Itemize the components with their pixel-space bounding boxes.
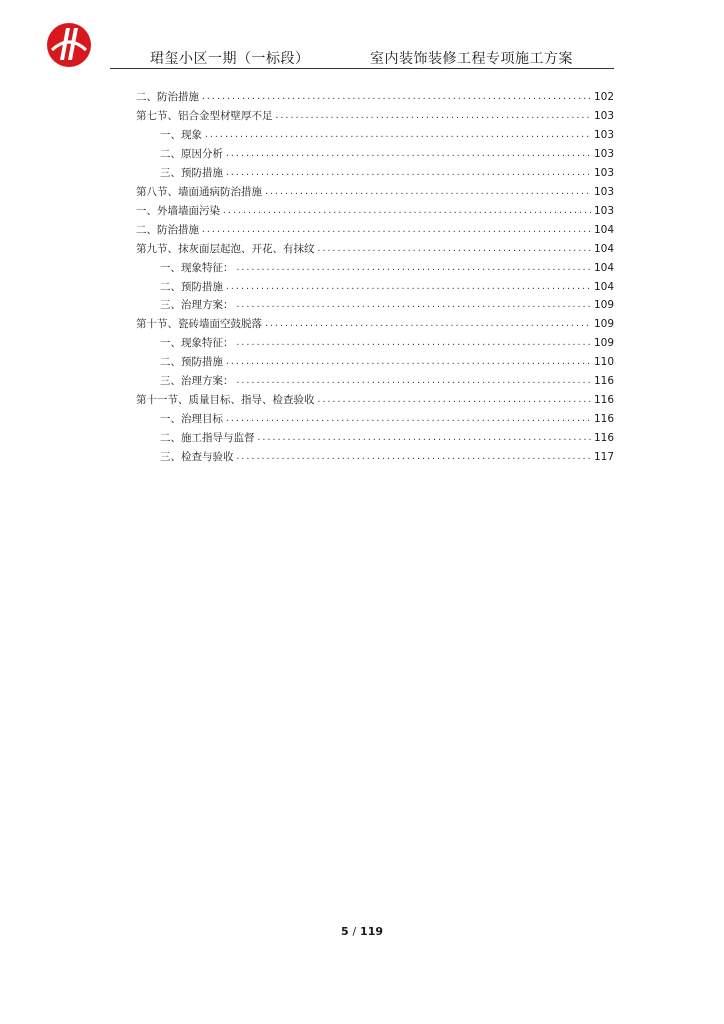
header-document-title: 室内装饰装修工程专项施工方案 — [370, 51, 573, 67]
toc-entry[interactable] — [160, 430, 614, 446]
toc-entry-page: 103 — [593, 147, 614, 160]
toc-entry-label: 三、检查与验收 — [160, 451, 234, 464]
toc-leader-dots — [225, 354, 592, 370]
toc-leader-dots — [264, 184, 592, 200]
page-total: 119 — [360, 925, 384, 938]
toc-entry-page: 103 — [593, 204, 614, 217]
toc-leader-dots — [275, 108, 592, 124]
toc-entry-label: 第八节、墙面通病防治措施 — [136, 185, 262, 198]
toc-entry-label: 第十一节、质量目标、指导、检查验收 — [136, 394, 315, 407]
toc-leader-dots — [236, 297, 592, 313]
toc-entry-label: 一、外墙墙面污染 — [136, 204, 220, 217]
toc-leader-dots — [236, 449, 592, 465]
toc-entry-page: 117 — [593, 451, 614, 464]
toc-entry-label: 一、现象 — [160, 128, 202, 141]
toc-entry-label: 三、预防措施 — [160, 166, 223, 179]
toc-entry[interactable] — [136, 89, 614, 105]
toc-entry[interactable] — [136, 316, 614, 332]
toc-entry-label: 一、现象特征： — [160, 261, 234, 274]
toc-entry-label: 第九节、抹灰面层起泡、开花、有抹纹 — [136, 242, 315, 255]
toc-entry-page: 103 — [593, 128, 614, 141]
toc-entry[interactable] — [160, 127, 614, 143]
toc-entry-page: 104 — [593, 223, 614, 236]
toc-entry-label: 第十节、瓷砖墙面空鼓脱落 — [136, 318, 262, 331]
toc-leader-dots — [236, 373, 592, 389]
toc-entry-label: 二、预防措施 — [160, 280, 223, 293]
toc-entry-label: 二、原因分析 — [160, 147, 223, 160]
toc-leader-dots — [225, 411, 592, 427]
toc-entry-page: 104 — [593, 280, 614, 293]
toc-entry-page: 109 — [593, 299, 614, 312]
toc-leader-dots — [222, 203, 592, 219]
toc-entry[interactable] — [136, 184, 614, 200]
toc-entry[interactable] — [160, 165, 614, 181]
toc-entry[interactable] — [160, 335, 614, 351]
toc-entry-page: 109 — [593, 318, 614, 331]
toc-entry-label: 第七节、铝合金型材壁厚不足 — [136, 109, 273, 122]
toc-entry-page: 116 — [593, 394, 614, 407]
toc-entry-label: 二、防治措施 — [136, 223, 199, 236]
toc-leader-dots — [204, 127, 592, 143]
toc-entry-page: 102 — [593, 91, 614, 103]
toc-entry-page: 116 — [593, 375, 614, 388]
toc-entry-page: 116 — [593, 413, 614, 426]
toc-entry-label: 一、治理目标 — [160, 413, 223, 426]
toc-entry-page: 104 — [593, 261, 614, 274]
toc-leader-dots — [225, 279, 592, 295]
toc-entry[interactable] — [160, 449, 614, 465]
toc-entry-label: 一、现象特征： — [160, 337, 234, 350]
page-number — [0, 925, 724, 938]
toc-entry[interactable] — [160, 297, 614, 313]
toc-entry-page: 104 — [593, 242, 614, 255]
toc-entry[interactable] — [160, 411, 614, 427]
toc-entry-page: 116 — [593, 432, 614, 445]
toc-leader-dots — [317, 392, 592, 408]
toc-leader-dots — [264, 316, 592, 332]
toc-entry[interactable] — [160, 373, 614, 389]
toc-entry-page: 109 — [593, 337, 614, 350]
toc-entry-label: 三、治理方案： — [160, 375, 234, 388]
toc-entry-label: 二、防治措施 — [136, 91, 199, 103]
toc-entry[interactable] — [136, 241, 614, 257]
company-logo-icon — [44, 20, 94, 70]
toc-entry[interactable] — [160, 279, 614, 295]
page-current: 5 — [340, 925, 349, 938]
toc-entry[interactable] — [136, 108, 614, 124]
toc-entry-page: 103 — [593, 166, 614, 179]
toc-entry[interactable] — [136, 222, 614, 238]
toc-entry[interactable] — [136, 392, 614, 408]
toc-leader-dots — [257, 430, 592, 446]
toc-entry-label: 三、治理方案： — [160, 299, 234, 312]
toc-leader-dots — [236, 335, 592, 351]
toc-leader-dots — [201, 222, 592, 238]
toc-entry[interactable] — [160, 260, 614, 276]
toc-entry-label: 二、预防措施 — [160, 356, 223, 369]
toc-leader-dots — [225, 165, 592, 181]
toc-leader-dots — [225, 146, 592, 162]
toc-entry[interactable] — [136, 203, 614, 219]
toc-entry-page: 103 — [593, 109, 614, 122]
toc-entry-page: 103 — [593, 185, 614, 198]
toc-leader-dots — [201, 89, 592, 105]
toc-leader-dots — [236, 260, 592, 276]
toc-entry[interactable] — [160, 354, 614, 370]
toc-entry[interactable] — [160, 146, 614, 162]
header-divider — [110, 68, 614, 69]
toc-entry-page: 110 — [593, 356, 614, 369]
header-project-name: 珺玺小区一期（一标段） — [150, 51, 310, 67]
toc-leader-dots — [317, 241, 592, 257]
page-separator: / — [352, 925, 357, 938]
toc-entry-label: 二、施工指导与监督 — [160, 432, 255, 445]
